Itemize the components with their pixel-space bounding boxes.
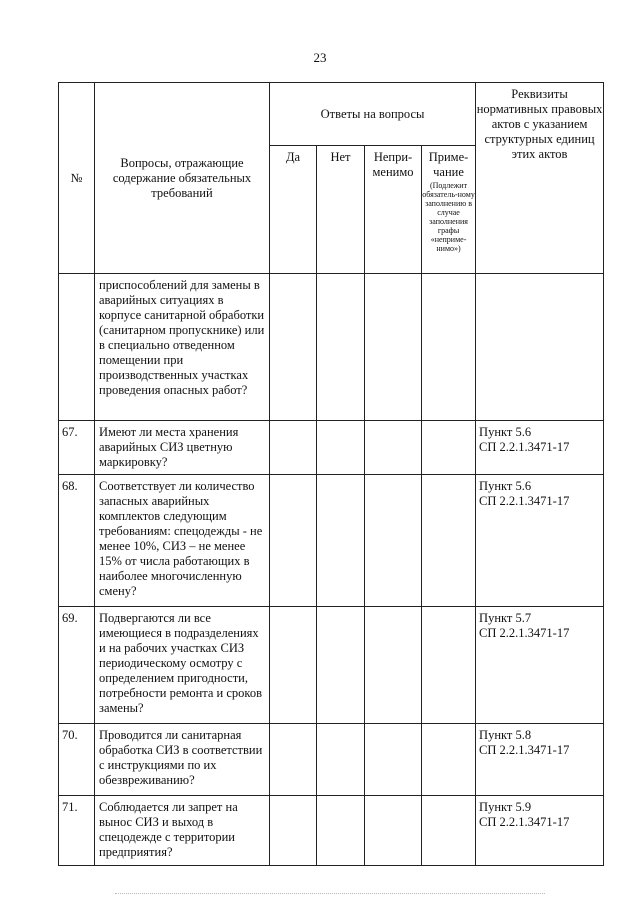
requisite-clause: Пункт 5.6 (479, 425, 532, 439)
table-row (59, 607, 604, 724)
cell-yes[interactable] (270, 607, 317, 724)
cell-note[interactable] (422, 724, 476, 796)
cell-not-applicable[interactable] (365, 475, 422, 607)
cell-no[interactable] (317, 607, 365, 724)
table-row (59, 796, 604, 866)
row-number: 69. (59, 607, 95, 724)
table-row (59, 421, 604, 475)
requisite-document: СП 2.2.1.3471-17 (479, 440, 570, 454)
header-questions: Вопросы, отражающие содержание обязательных требований (95, 83, 270, 274)
header-note (422, 146, 476, 274)
cell-no[interactable] (317, 724, 365, 796)
row-question: Соответствует ли количество запасных аварийных комплектов следующим требованиям: спецодежды - не менее 10%, СИЗ – не менее 15% от числа работающих в наиболее многочисленную смену? (95, 475, 270, 607)
cell-no[interactable] (317, 475, 365, 607)
row-number (59, 274, 95, 421)
cell-yes[interactable] (270, 274, 317, 421)
requisite-clause: Пункт 5.8 (479, 728, 532, 742)
cell-yes[interactable] (270, 421, 317, 475)
header-number: № (59, 83, 95, 274)
requisite-document: СП 2.2.1.3471-17 (479, 815, 570, 829)
row-requisites (476, 796, 604, 866)
requisite-clause: Пункт 5.6 (479, 479, 532, 493)
cell-no[interactable] (317, 421, 365, 475)
header-row-1 (59, 83, 604, 146)
cell-not-applicable[interactable] (365, 607, 422, 724)
header-requisites: Реквизиты нормативных правовых актов с указанием структурных единиц этих актов (476, 83, 604, 274)
table-row (59, 724, 604, 796)
page-number: 23 (313, 50, 327, 65)
row-number: 68. (59, 475, 95, 607)
cell-not-applicable[interactable] (365, 421, 422, 475)
cell-yes[interactable] (270, 475, 317, 607)
table-row (59, 274, 604, 421)
requisite-document: СП 2.2.1.3471-17 (479, 626, 570, 640)
row-number: 67. (59, 421, 95, 475)
header-yes: Да (270, 146, 317, 274)
row-requisites (476, 274, 604, 421)
row-question: Соблюдается ли запрет на вынос СИЗ и выход в спецодежде с территории предприятия? (95, 796, 270, 866)
cell-note[interactable] (422, 475, 476, 607)
cell-not-applicable[interactable] (365, 274, 422, 421)
cell-note[interactable] (422, 421, 476, 475)
row-requisites (476, 607, 604, 724)
row-question: Подвергаются ли все имеющиеся в подразделениях и на рабочих участках СИЗ периодическому осмотру с определением пригодности, потребности ремонта и сроков замены? (95, 607, 270, 724)
cell-note[interactable] (422, 274, 476, 421)
header-note-label: Приме-чание (428, 150, 469, 179)
row-question: Имеют ли места хранения аварийных СИЗ цветную маркировку? (95, 421, 270, 475)
header-no-answer: Нет (317, 146, 365, 274)
cell-note[interactable] (422, 607, 476, 724)
requisite-document: СП 2.2.1.3471-17 (479, 494, 570, 508)
header-not-applicable: Непри-менимо (365, 146, 422, 274)
cell-note[interactable] (422, 796, 476, 866)
row-question: Проводится ли санитарная обработка СИЗ в соответствии с инструкциями по их обезвреживанию? (95, 724, 270, 796)
cell-not-applicable[interactable] (365, 796, 422, 866)
row-requisites (476, 475, 604, 607)
row-requisites (476, 724, 604, 796)
requisite-clause: Пункт 5.7 (479, 611, 532, 625)
row-number: 70. (59, 724, 95, 796)
requisite-clause: Пункт 5.9 (479, 800, 532, 814)
cell-no[interactable] (317, 796, 365, 866)
table-row (59, 475, 604, 607)
checklist-table (58, 82, 604, 866)
row-requisites (476, 421, 604, 475)
cell-no[interactable] (317, 274, 365, 421)
row-question: приспособлений для замены в аварийных ситуациях в корпусе санитарной обработки (санитарном пропускнике) или в специально отведенном помещении при производственных участках проведения опасных работ? (95, 274, 270, 421)
cell-yes[interactable] (270, 796, 317, 866)
cell-not-applicable[interactable] (365, 724, 422, 796)
header-answers: Ответы на вопросы (270, 83, 476, 146)
row-number: 71. (59, 796, 95, 866)
cell-yes[interactable] (270, 724, 317, 796)
scan-artifact-line (115, 893, 545, 895)
requisite-document: СП 2.2.1.3471-17 (479, 743, 570, 757)
header-note-explanation: (Подлежит обязатель-ному заполнению в случае заполнения графы «неприме-нимо») (422, 181, 475, 253)
